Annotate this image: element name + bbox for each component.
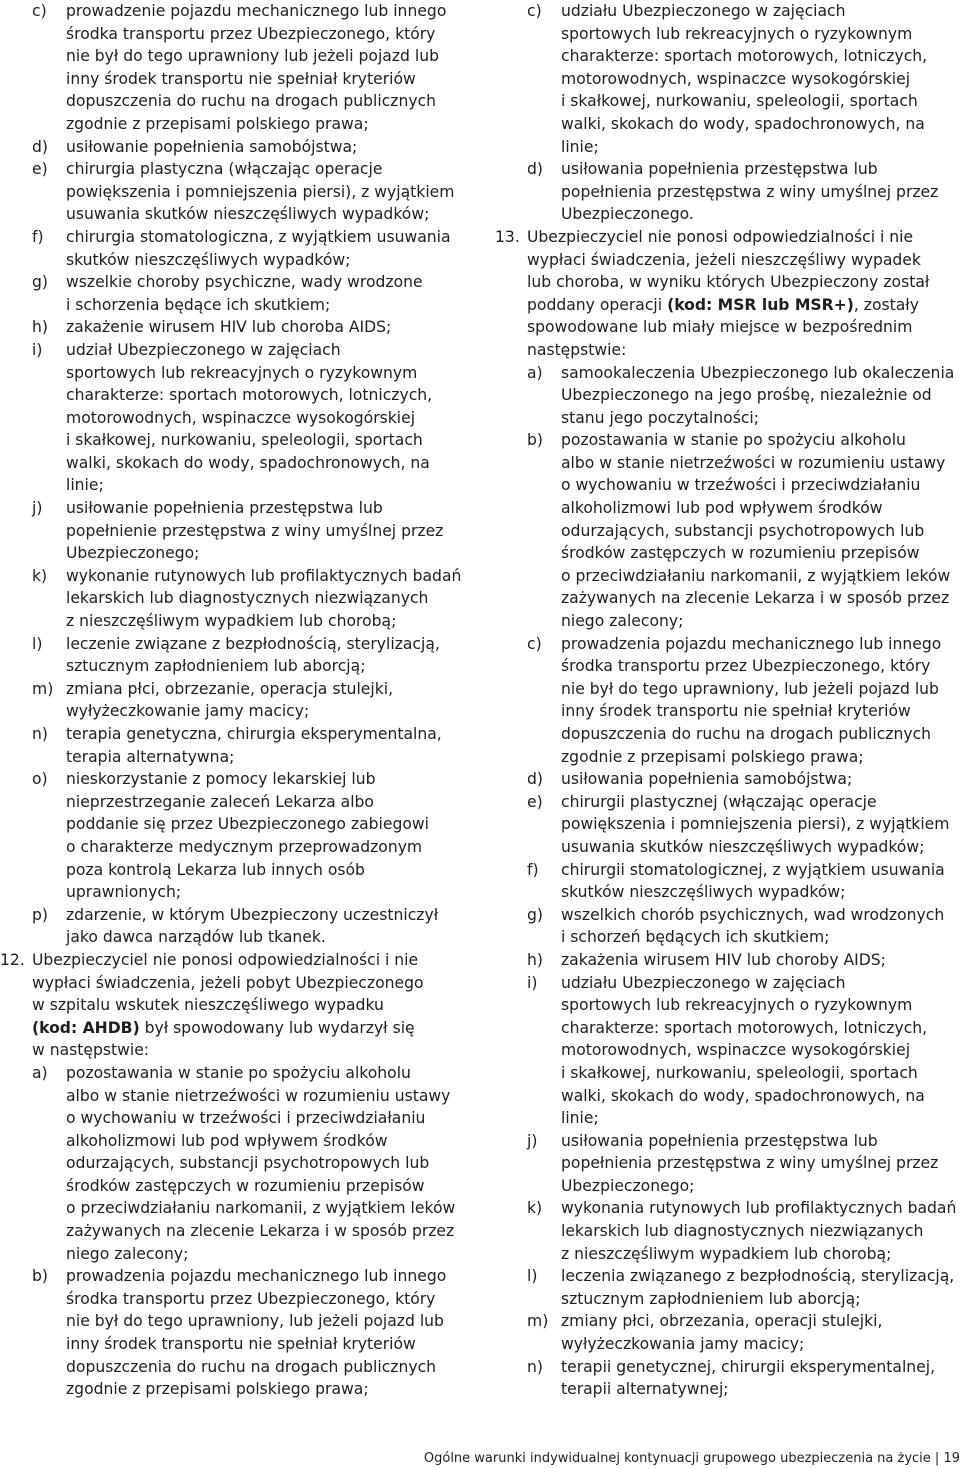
- list-item-label: l): [527, 1267, 538, 1286]
- product-code: (kod: MSR lub MSR+): [667, 295, 854, 314]
- list-item-label: e): [527, 792, 543, 811]
- list-item-text-line: chirurgia plastyczna (włączając operacje: [66, 160, 383, 179]
- list-item-text-line: linie;: [66, 476, 104, 495]
- list-item-text-line: zażywanych na zlecenie Lekarza i w sposób przez: [66, 1222, 455, 1241]
- list-item-label: a): [527, 363, 543, 382]
- list-item-text-line: charakterze: sportach motorowych, lotniczych,: [561, 47, 928, 66]
- list-item: [495, 158, 960, 226]
- list-item-label: c): [32, 2, 47, 20]
- list-item-text-line: prowadzenie pojazdu mechanicznego lub innego: [66, 2, 447, 20]
- list-item: [0, 565, 468, 633]
- list-item: [495, 1197, 960, 1265]
- list-item-text-line: zakażenia wirusem HIV lub choroby AIDS;: [561, 950, 886, 969]
- list-item-text-line: alkoholizmowi lub pod wpływem środków: [561, 499, 883, 518]
- list-item: [0, 904, 468, 949]
- list-item-text-line: zgodnie z przepisami polskiego prawa;: [66, 1380, 369, 1399]
- list-item-text-line: o przeciwdziałaniu narkomanii, z wyjątkiem leków: [66, 1199, 456, 1218]
- left-list-b: [0, 1062, 468, 1401]
- list-item-text-line: z nieszczęśliwym wypadkiem lub chorobą;: [561, 1244, 892, 1263]
- list-item-text-line: środków zastępczych w rozumieniu przepisów: [66, 1176, 425, 1195]
- list-item-text-line: środka transportu przez Ubezpieczonego, który: [66, 1289, 436, 1308]
- list-item: [495, 972, 960, 1130]
- list-item-text-line: udziału Ubezpieczonego w zajęciach: [561, 2, 846, 20]
- list-item-label: n): [32, 725, 48, 743]
- point-text-fragment: był spowodowany lub wydarzył się: [139, 1018, 415, 1037]
- list-item-text-line: inny środek transportu nie spełniał kryteriów: [561, 702, 911, 721]
- list-item: [495, 904, 960, 949]
- list-item-text-line: popełnienia przestępstwa z winy umyślnej przez: [561, 1154, 939, 1173]
- list-item-text-line: usiłowania popełnienia przestępstwa lub: [561, 160, 878, 179]
- page-number: 19: [943, 1451, 960, 1466]
- list-item-text-line: Ubezpieczonego na jego prośbę, niezależnie od: [561, 386, 932, 405]
- list-item: [0, 497, 468, 565]
- list-item-text-line: zakażenie wirusem HIV lub choroba AIDS;: [66, 318, 392, 337]
- left-column: [0, 0, 468, 1401]
- list-item-text-line: skutków nieszczęśliwych wypadków;: [561, 883, 846, 902]
- list-item-text-line: lekarskich lub diagnostycznych niezwiązanych: [561, 1222, 924, 1241]
- list-item-text-line: Ubezpieczonego;: [66, 544, 200, 563]
- list-item-text-line: terapia genetyczna, chirurgia eksperymentalna,: [66, 725, 442, 743]
- list-item-text-line: zmiany płci, obrzezania, operacji stulejki,: [561, 1312, 883, 1331]
- list-item-text-line: Ubezpieczonego;: [561, 1176, 695, 1195]
- list-item-text-line: nieskorzystanie z pomocy lekarskiej lub: [66, 770, 376, 789]
- list-item-text-line: usiłowanie popełnienia przestępstwa lub: [66, 499, 383, 518]
- list-item-text-line: o wychowaniu w trzeźwości i przeciwdziałaniu: [561, 476, 921, 495]
- point-number: 12.: [0, 950, 25, 969]
- right-list-b: [495, 362, 960, 1401]
- point-text-line: wypłaci świadczenia, jeżeli pobyt Ubezpieczonego: [32, 973, 424, 992]
- list-item-text-line: terapia alternatywna;: [66, 747, 235, 766]
- list-item: [0, 136, 468, 159]
- list-item: [495, 633, 960, 769]
- list-item-text-line: środka transportu przez Ubezpieczonego, który: [66, 24, 436, 43]
- list-item-text-line: charakterze: sportach motorowych, lotniczych,: [561, 1018, 928, 1037]
- list-item-text-line: sztucznym zapłodnieniem lub aborcją;: [561, 1289, 861, 1308]
- list-item-label: g): [527, 905, 543, 924]
- list-item-text-line: zdarzenie, w którym Ubezpieczony uczestniczył: [66, 905, 439, 924]
- list-item-text-line: usiłowanie popełnienia samobójstwa;: [66, 137, 358, 156]
- list-item-label: j): [527, 1131, 538, 1150]
- list-item-label: g): [32, 273, 48, 292]
- list-item-text-line: leczenia związanego z bezpłodnością, sterylizacją,: [561, 1267, 955, 1286]
- list-item-text-line: dopuszczenia do ruchu na drogach publicznych: [66, 92, 437, 111]
- list-item-text-line: zmiana płci, obrzezanie, operacja stulejki,: [66, 679, 394, 698]
- list-item-text-line: wszelkie choroby psychiczne, wady wrodzone: [66, 273, 423, 292]
- list-item: [495, 949, 960, 972]
- list-item-text-line: o przeciwdziałaniu narkomanii, z wyjątkiem leków: [561, 566, 951, 585]
- list-item-text-line: udziału Ubezpieczonego w zajęciach: [561, 973, 846, 992]
- list-item-text-line: lekarskich lub diagnostycznych niezwiązanych: [66, 589, 429, 608]
- list-item-text-line: nie był do tego uprawniony, lub jeżeli pojazd lub: [561, 679, 939, 698]
- list-item-text-line: środków zastępczych w rozumieniu przepisów: [561, 544, 920, 563]
- list-item-text-line: odurzających, substancji psychotropowych lub: [561, 521, 925, 540]
- list-item-label: d): [527, 160, 543, 179]
- list-item-text-line: alkoholizmowi lub pod wpływem środków: [66, 1131, 388, 1150]
- footer-separator: |: [930, 1451, 944, 1466]
- list-item-label: h): [527, 950, 543, 969]
- list-item-text-line: linie;: [561, 1109, 599, 1128]
- list-item-text-line: popełnienie przestępstwa z winy umyślnej przez: [66, 521, 444, 540]
- point-text-line: Ubezpieczyciel nie ponosi odpowiedzialności i nie: [527, 227, 914, 246]
- list-item: [0, 271, 468, 316]
- list-item-text-line: chirurgii plastycznej (włączając operacje: [561, 792, 877, 811]
- list-item-text-line: jako dawca narządów lub tkanek.: [66, 928, 326, 947]
- list-item-text-line: wszelkich chorób psychicznych, wad wrodzonych: [561, 905, 945, 924]
- list-item-text-line: prowadzenia pojazdu mechanicznego lub innego: [561, 634, 942, 653]
- list-item-text-line: Ubezpieczonego.: [561, 205, 694, 224]
- list-item-text-line: walki, skokach do wody, spadochronowych, na: [66, 453, 430, 472]
- list-item-label: k): [527, 1199, 543, 1218]
- list-item-text-line: motorowodnych, wspinaczce wysokogórskiej: [66, 408, 416, 427]
- list-item-text-line: dopuszczenia do ruchu na drogach publicznych: [66, 1357, 437, 1376]
- point-text-line: następstwie:: [527, 340, 627, 359]
- page-footer: [424, 1450, 960, 1468]
- list-item-text-line: albo w stanie nietrzeźwości w rozumieniu ustawy: [66, 1086, 451, 1105]
- list-item-text-line: leczenie związane z bezpłodnością, sterylizacją,: [66, 634, 440, 653]
- list-item-text-line: nieprzestrzeganie zaleceń Lekarza albo: [66, 792, 374, 811]
- list-item-text-line: chirurgii stomatologicznej, z wyjątkiem usuwania: [561, 860, 945, 879]
- list-item: [495, 0, 960, 158]
- point-text-line: w szpitalu wskutek nieszczęśliwego wypadku: [32, 996, 384, 1015]
- list-item-text-line: linie;: [561, 137, 599, 156]
- list-item-text-line: dopuszczenia do ruchu na drogach publicznych: [561, 725, 932, 743]
- point-text-line: w następstwie:: [32, 1041, 150, 1060]
- list-item: [0, 158, 468, 226]
- list-item-label: m): [527, 1312, 549, 1331]
- list-item-text-line: zgodnie z przepisami polskiego prawa;: [66, 114, 369, 133]
- list-item-text-line: usuwania skutków nieszczęśliwych wypadków;: [66, 205, 430, 224]
- list-item: [0, 723, 468, 768]
- list-item-text-line: motorowodnych, wspinaczce wysokogórskiej: [561, 69, 911, 88]
- list-item-text-line: sportowych lub rekreacyjnych o ryzykownym: [66, 363, 418, 382]
- list-item-label: h): [32, 318, 48, 337]
- list-item-text-line: popełnienia przestępstwa z winy umyślnej przez: [561, 182, 939, 201]
- list-item-text-line: udział Ubezpieczonego w zajęciach: [66, 340, 341, 359]
- list-item-text-line: albo w stanie nietrzeźwości w rozumieniu ustawy: [561, 453, 946, 472]
- list-item-label: l): [32, 634, 43, 653]
- list-item: [0, 1062, 468, 1265]
- list-item-text-line: poddanie się przez Ubezpieczonego zabiegowi: [66, 815, 429, 834]
- point-text-line: spowodowane lub miały miejsce w bezpośrednim: [527, 318, 913, 337]
- list-item-label: j): [32, 499, 43, 518]
- list-item-text-line: z nieszczęśliwym wypadkiem lub chorobą;: [66, 612, 397, 631]
- list-item-label: i): [527, 973, 538, 992]
- list-item: [0, 339, 468, 497]
- list-item-text-line: i skałkowej, nurkowaniu, speleologii, sportach: [561, 92, 918, 111]
- list-item: [495, 1130, 960, 1198]
- list-item: [495, 859, 960, 904]
- point-text-line: Ubezpieczyciel nie ponosi odpowiedzialności i nie: [32, 950, 419, 969]
- list-item-text-line: o charakterze medycznym przeprowadzonym: [66, 837, 423, 856]
- list-item-text-line: i schorzenia będące ich skutkiem;: [66, 295, 331, 314]
- list-item-text-line: usiłowania popełnienia samobójstwa;: [561, 770, 853, 789]
- list-item-text-line: motorowodnych, wspinaczce wysokogórskiej: [561, 1041, 911, 1060]
- list-item-text-line: niego zalecony;: [561, 612, 684, 631]
- list-item: [0, 226, 468, 271]
- list-item-text-line: i skałkowej, nurkowaniu, speleologii, sportach: [561, 1063, 918, 1082]
- list-item-text-line: wyłyżeczkowania jamy macicy;: [561, 1335, 805, 1354]
- list-item-text-line: samookaleczenia Ubezpieczonego lub okaleczenia: [561, 363, 955, 382]
- list-item-label: n): [527, 1357, 543, 1376]
- list-item: [0, 678, 468, 723]
- list-item-text-line: nie był do tego uprawniony, lub jeżeli pojazd lub: [66, 1312, 444, 1331]
- list-item-text-line: charakterze: sportach motorowych, lotniczych,: [66, 386, 433, 405]
- list-item: [0, 768, 468, 904]
- list-item: [495, 362, 960, 430]
- list-item-text-line: prowadzenia pojazdu mechanicznego lub innego: [66, 1267, 447, 1286]
- list-item: [495, 768, 960, 791]
- point-text-fragment: , zostały: [853, 295, 919, 314]
- point-text-line: [32, 1017, 468, 1040]
- list-item-text-line: zażywanych na zlecenie Lekarza i w sposób przez: [561, 589, 950, 608]
- list-item-text-line: pozostawania w stanie po spożyciu alkoholu: [561, 431, 906, 450]
- list-item-label: m): [32, 679, 54, 698]
- list-item-text-line: terapii genetycznej, chirurgii eksperymentalnej,: [561, 1357, 936, 1376]
- point-text-fragment: poddany operacji: [527, 295, 668, 314]
- list-item-text-line: uprawnionych;: [66, 883, 182, 902]
- point-number: 13.: [495, 227, 520, 246]
- list-item-text-line: powiększenia i pomniejszenia piersi), z wyjątkiem: [66, 182, 455, 201]
- list-item-text-line: o wychowaniu w trzeźwości i przeciwdziałaniu: [66, 1109, 426, 1128]
- point-text-line: lub choroba, w wyniku których Ubezpieczony został: [527, 273, 930, 292]
- list-item-text-line: sztucznym zapłodnieniem lub aborcją;: [66, 657, 366, 676]
- list-item: [495, 1310, 960, 1355]
- list-item-label: p): [32, 905, 48, 924]
- product-code: (kod: AHDB): [32, 1018, 140, 1037]
- list-item-label: d): [527, 770, 543, 789]
- list-item-text-line: powiększenia i pomniejszenia piersi), z wyjątkiem: [561, 815, 950, 834]
- list-item: [495, 1356, 960, 1401]
- list-item-text-line: poza kontrolą Lekarza lub innych osób: [66, 860, 365, 879]
- list-item-text-line: usiłowania popełnienia przestępstwa lub: [561, 1131, 878, 1150]
- list-item-text-line: terapii alternatywnej;: [561, 1380, 729, 1399]
- list-item: [495, 791, 960, 859]
- list-item-label: i): [32, 340, 43, 359]
- list-item-text-line: inny środek transportu nie spełniał kryteriów: [66, 1335, 416, 1354]
- list-item-text-line: i schorzeń będących ich skutkiem;: [561, 928, 830, 947]
- list-item-label: d): [32, 137, 48, 156]
- list-item-label: c): [527, 2, 542, 20]
- list-item: [495, 429, 960, 632]
- list-item-label: k): [32, 566, 48, 585]
- footer-title: Ogólne warunki indywidualnej kontynuacji grupowego ubezpieczenia na życie: [423, 1451, 931, 1466]
- list-item-text-line: walki, skokach do wody, spadochronowych, na: [561, 1086, 925, 1105]
- list-item-text-line: walki, skokach do wody, spadochronowych, na: [561, 114, 925, 133]
- list-item-text-line: i skałkowej, nurkowaniu, speleologii, sportach: [66, 431, 423, 450]
- list-item-text-line: chirurgia stomatologiczna, z wyjątkiem usuwania: [66, 227, 451, 246]
- list-item-text-line: środka transportu przez Ubezpieczonego, który: [561, 657, 931, 676]
- list-item-text-line: inny środek transportu nie spełniał kryteriów: [66, 69, 416, 88]
- point-text-line: wypłaci świadczenia, jeżeli nieszczęśliwy wypadek: [527, 250, 921, 269]
- left-list-a: [0, 0, 468, 949]
- right-list-a: [495, 0, 960, 226]
- list-item: [0, 1265, 468, 1401]
- list-item: [495, 1265, 960, 1310]
- list-item-label: f): [32, 227, 44, 246]
- list-item-text-line: wykonanie rutynowych lub profilaktycznych badań: [66, 566, 462, 585]
- list-item-label: a): [32, 1063, 48, 1082]
- list-item-text-line: wykonania rutynowych lub profilaktycznych badań: [561, 1199, 957, 1218]
- list-item: [0, 0, 468, 136]
- list-item-label: c): [527, 634, 542, 653]
- list-item-label: o): [32, 770, 48, 789]
- right-column: [495, 0, 960, 1401]
- list-item-text-line: stanu jego poczytalności;: [561, 408, 759, 427]
- list-item-text-line: zgodnie z przepisami polskiego prawa;: [561, 747, 864, 766]
- list-item: [0, 633, 468, 678]
- list-item-text-line: pozostawania w stanie po spożyciu alkoholu: [66, 1063, 411, 1082]
- list-item-text-line: odurzających, substancji psychotropowych lub: [66, 1154, 430, 1173]
- list-item-label: b): [32, 1267, 48, 1286]
- list-item-label: e): [32, 160, 48, 179]
- list-item-label: f): [527, 860, 539, 879]
- point-13: [495, 226, 960, 362]
- point-text-line: [527, 294, 960, 317]
- list-item-text-line: sportowych lub rekreacyjnych o ryzykownym: [561, 996, 913, 1015]
- list-item-text-line: nie był do tego uprawniony lub jeżeli pojazd lub: [66, 47, 439, 66]
- point-12: [0, 949, 468, 1062]
- list-item-label: b): [527, 431, 543, 450]
- list-item-text-line: skutków nieszczęśliwych wypadków;: [66, 250, 351, 269]
- list-item-text-line: sportowych lub rekreacyjnych o ryzykownym: [561, 24, 913, 43]
- list-item-text-line: usuwania skutków nieszczęśliwych wypadków;: [561, 837, 925, 856]
- list-item: [0, 316, 468, 339]
- list-item-text-line: niego zalecony;: [66, 1244, 189, 1263]
- list-item-text-line: wyłyżeczkowanie jamy macicy;: [66, 702, 310, 721]
